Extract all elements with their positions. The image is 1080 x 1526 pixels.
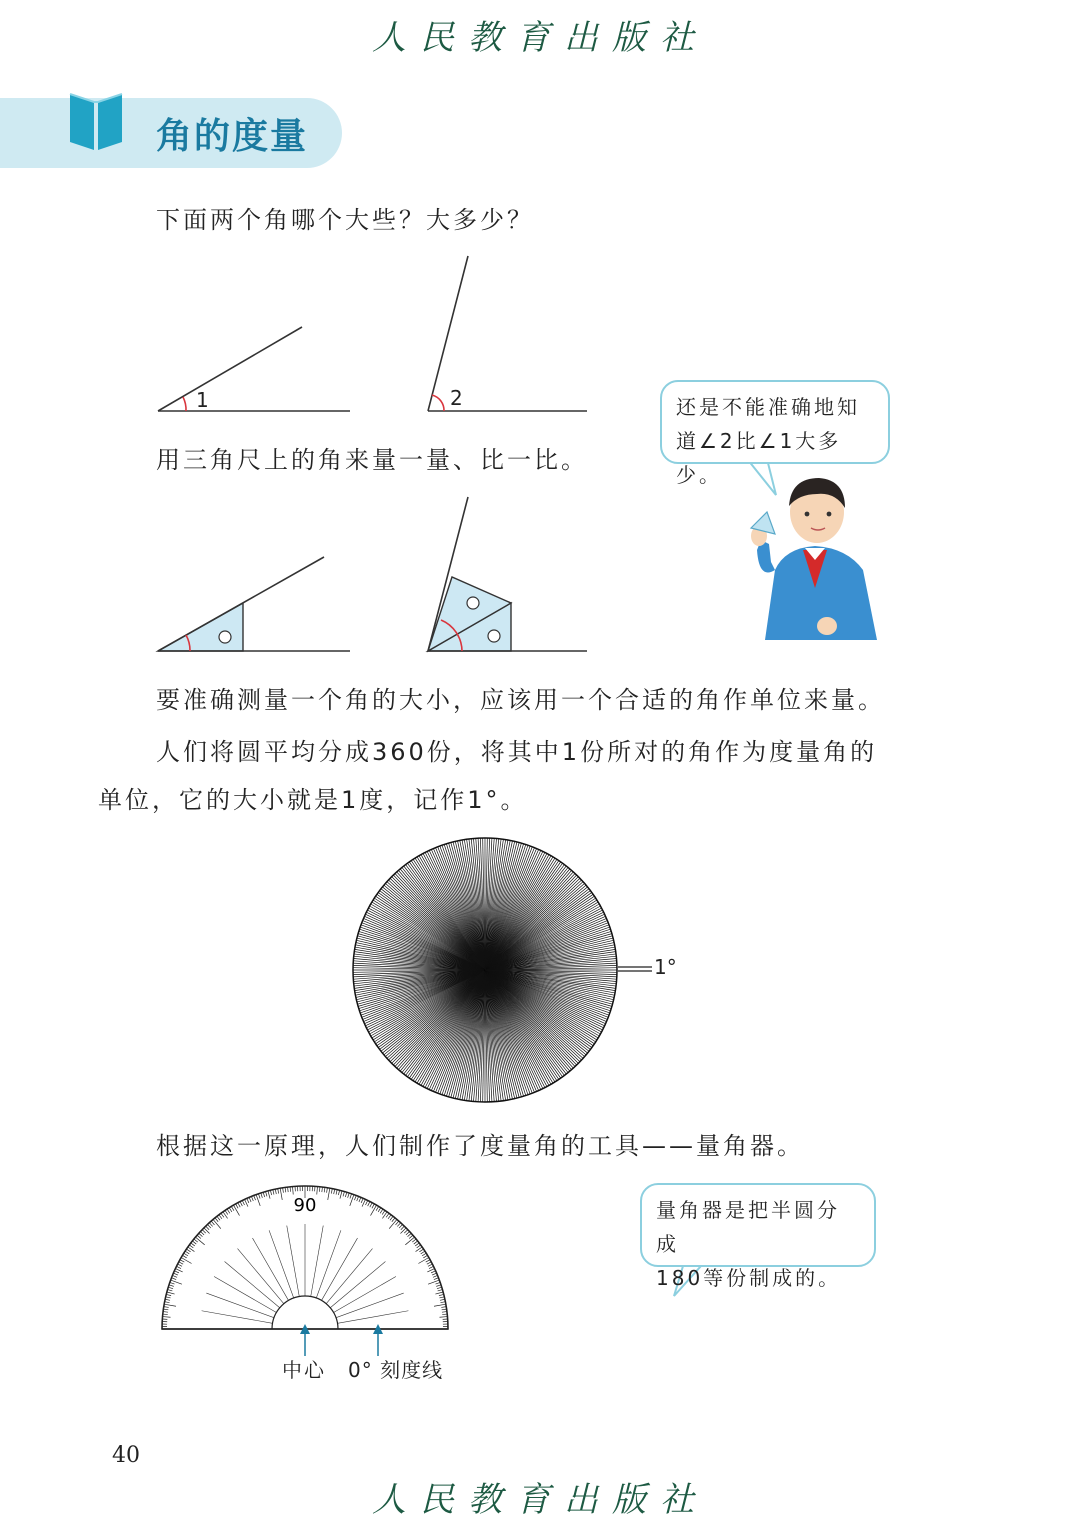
angle-2-triangle-figure [428, 497, 587, 651]
degree-circle [352, 837, 618, 1103]
boy-illustration [745, 470, 890, 650]
protractor-center-label: 中心 [282, 1358, 326, 1382]
boy-speech-bubble [660, 380, 890, 487]
protractor-zero-line-label: 0° 刻度线 [348, 1358, 444, 1382]
angle-1-triangle-figure [158, 557, 350, 651]
publisher-header: 人民教育出版社 [372, 18, 708, 58]
degree-label: 1° [654, 955, 677, 979]
protractor-90-label: 90 [293, 1195, 317, 1216]
angle-2-label: 2 [450, 386, 463, 410]
triangle-instruction-text: 用三角尺上的角来量一量、比一比。 [156, 446, 588, 474]
protractor [160, 1183, 450, 1333]
protractor-arrows [290, 1322, 400, 1358]
boy-speech-line-2: 道∠2比∠1大多少。 [676, 429, 842, 487]
publisher-footer: 人民教育出版社 [372, 1480, 708, 1520]
page-number: 40 [112, 1443, 140, 1468]
question-text: 下面两个角哪个大些？大多少？ [156, 206, 534, 234]
degree-pointer [618, 962, 654, 978]
boy-speech-line-1: 还是不能准确地知 [676, 395, 860, 419]
unit-need-text: 要准确测量一个角的大小，应该用一个合适的角作单位来量。 [156, 686, 885, 714]
degree-definition-line-1: 人们将圆平均分成360份，将其中1份所对的角作为度量角的 [156, 738, 878, 766]
section-title: 角的度量 [156, 116, 309, 157]
degree-definition-line-2: 单位，它的大小就是1度，记作1°。 [98, 786, 528, 814]
angle-1-label: 1 [196, 388, 209, 412]
protractor-speech-line-2: 180等份制成的。 [656, 1266, 842, 1290]
protractor-intro-text: 根据这一原理，人们制作了度量角的工具——量角器。 [156, 1132, 804, 1160]
protractor-speech-bubble [640, 1183, 876, 1290]
angle-1-figure [158, 327, 350, 411]
protractor-speech-line-1: 量角器是把半圆分成 [656, 1198, 840, 1256]
